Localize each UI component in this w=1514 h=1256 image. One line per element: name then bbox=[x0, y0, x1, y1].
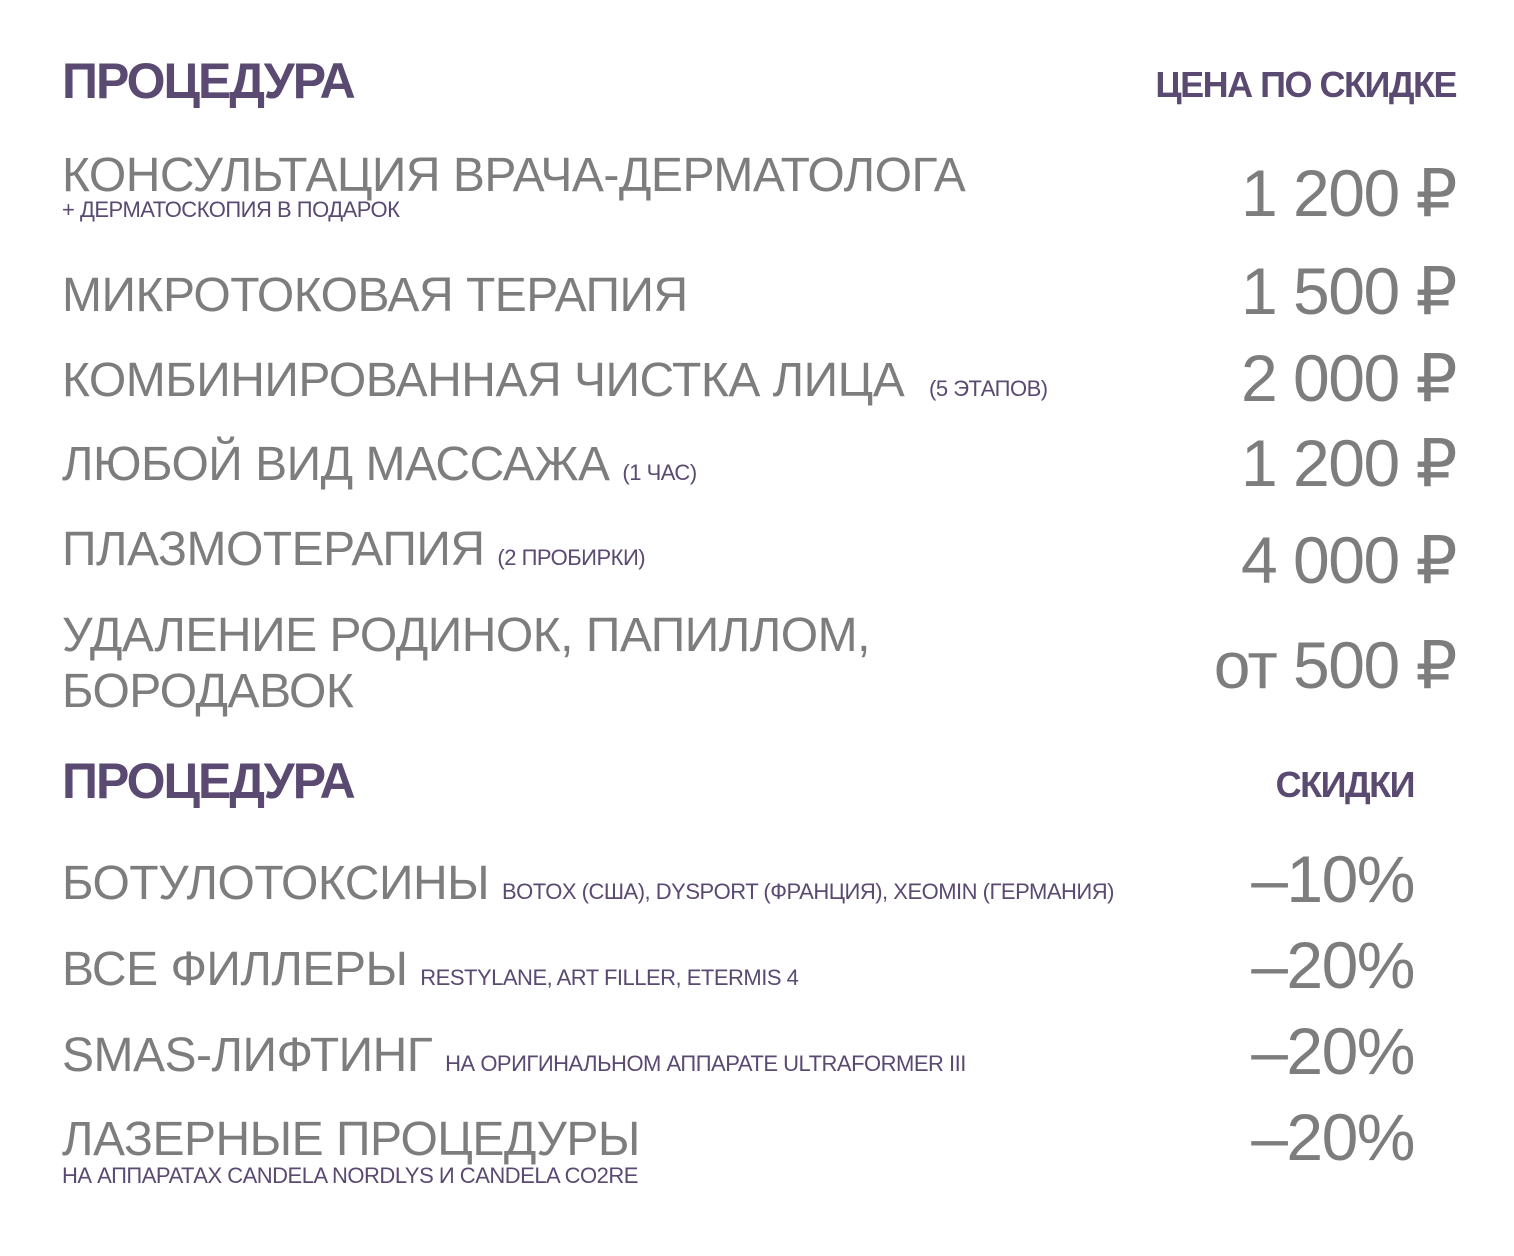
procedure-name-line1: УДАЛЕНИЕ РОДИНОК, ПАПИЛЛОМ, bbox=[62, 609, 870, 662]
price-row-massage bbox=[62, 437, 697, 501]
procedure-name: ЛАЗЕРНЫЕ ПРОЦЕДУРЫ bbox=[62, 1113, 640, 1166]
price-value: 4 000 ₽ bbox=[1241, 523, 1456, 597]
procedure-note: НА АППАРАТАХ CANDELA NORDLYS И CANDELA CO2RE bbox=[62, 1163, 638, 1188]
price-row-dermatologist bbox=[62, 148, 965, 222]
procedure-name: ВСЕ ФИЛЛЕРЫ bbox=[62, 943, 408, 996]
discount-row-smas bbox=[62, 1028, 966, 1092]
price-value: 1 200 ₽ bbox=[1241, 156, 1456, 230]
procedure-note: BOTOX (США), DYSPORT (ФРАНЦИЯ), XEOMIN (ГЕРМАНИЯ) bbox=[501, 879, 1114, 904]
procedure-name: ПЛАЗМОТЕРАПИЯ bbox=[62, 523, 485, 576]
price-value: 1 500 ₽ bbox=[1241, 254, 1456, 328]
discount-row-laser bbox=[62, 1112, 640, 1188]
discount-value: –10% bbox=[1251, 842, 1414, 916]
price-value: от 500 ₽ bbox=[1213, 628, 1456, 702]
procedure-note: НА ОРИГИНАЛЬНОМ АППАРАТЕ ULTRAFORMER III bbox=[445, 1051, 966, 1076]
price-row-facial-cleaning bbox=[62, 353, 1048, 417]
price-row-microcurrent bbox=[62, 268, 688, 324]
discount-value: –20% bbox=[1251, 1100, 1414, 1174]
section2-header-procedure: ПРОЦЕДУРА bbox=[62, 753, 354, 809]
section2-header-discounts: СКИДКИ bbox=[1275, 764, 1414, 805]
procedure-note: RESTYLANE, ART FILLER, ETERMIS 4 bbox=[420, 965, 799, 990]
procedure-name: БОТУЛОТОКСИНЫ bbox=[62, 857, 490, 910]
procedure-name: КОНСУЛЬТАЦИЯ ВРАЧА-ДЕРМАТОЛОГА bbox=[62, 149, 966, 202]
price-row-mole-removal bbox=[62, 608, 870, 720]
procedure-note: (2 ПРОБИРКИ) bbox=[497, 545, 646, 570]
price-value: 1 200 ₽ bbox=[1241, 426, 1456, 500]
price-row-plasmotherapy bbox=[62, 522, 645, 586]
procedure-note: (1 ЧАС) bbox=[622, 460, 697, 485]
price-value: 2 000 ₽ bbox=[1241, 341, 1456, 415]
section1-header-price: ЦЕНА ПО СКИДКЕ bbox=[1155, 64, 1456, 105]
procedure-note: + ДЕРМАТОСКОПИЯ В ПОДАРОК bbox=[62, 197, 400, 222]
procedure-name: МИКРОТОКОВАЯ ТЕРАПИЯ bbox=[62, 269, 688, 322]
procedure-note: (5 ЭТАПОВ) bbox=[929, 376, 1048, 401]
discount-row-fillers bbox=[62, 942, 798, 1006]
procedure-name: ЛЮБОЙ ВИД МАССАЖА bbox=[62, 438, 610, 491]
section1-header-procedure: ПРОЦЕДУРА bbox=[62, 53, 354, 109]
procedure-name-line2: БОРОДАВОК bbox=[62, 665, 354, 718]
discount-value: –20% bbox=[1251, 1014, 1414, 1088]
procedure-name: КОМБИНИРОВАННАЯ ЧИСТКА ЛИЦА bbox=[62, 354, 905, 407]
discount-row-botulinum bbox=[62, 856, 1114, 920]
procedure-name: SMAS-ЛИФТИНГ bbox=[62, 1029, 433, 1082]
discount-value: –20% bbox=[1251, 928, 1414, 1002]
